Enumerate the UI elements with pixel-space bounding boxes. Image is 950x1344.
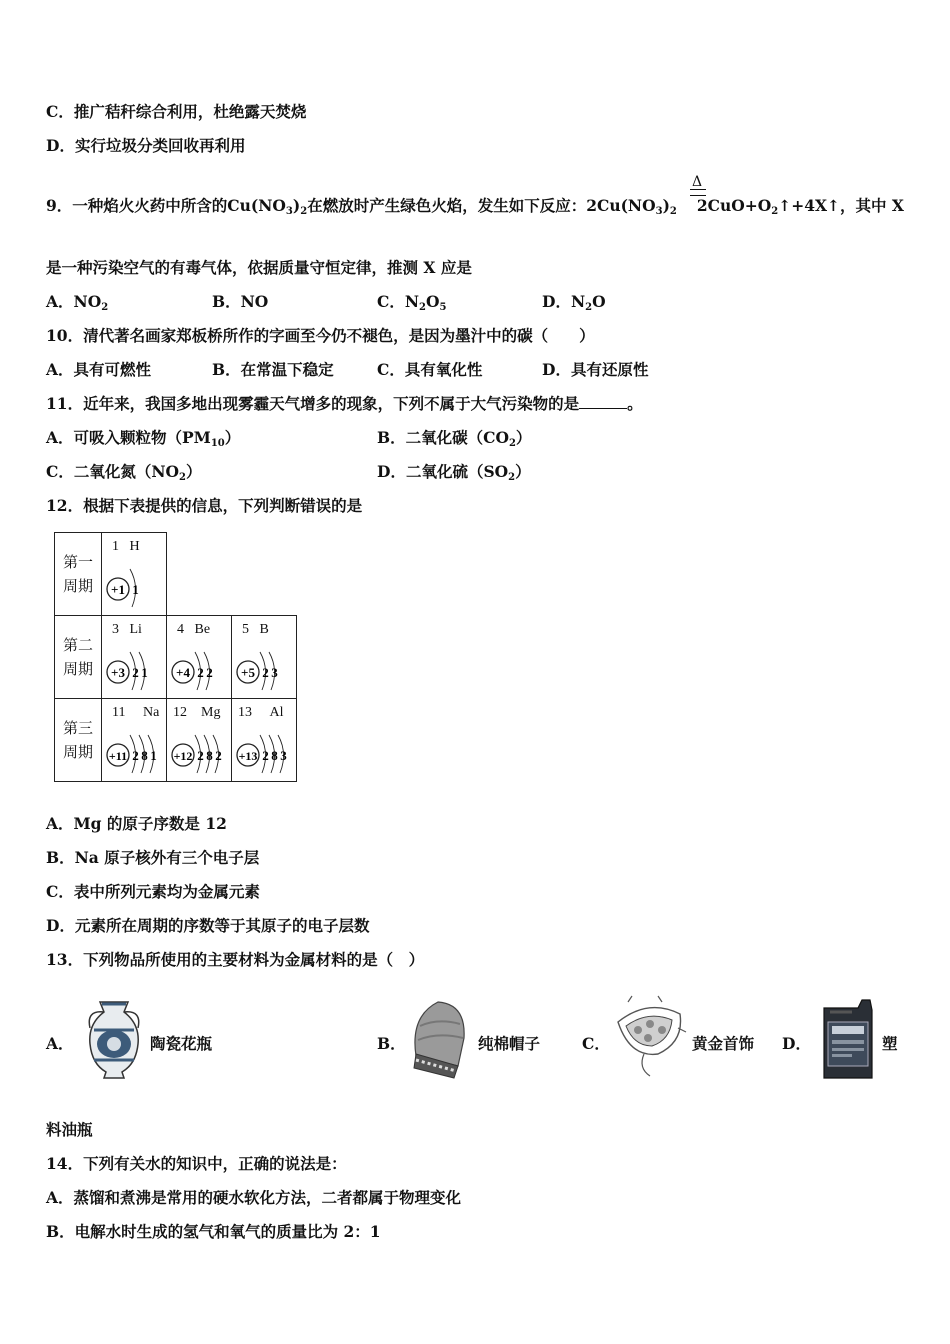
atom-structure-diagram xyxy=(171,727,231,777)
q13-option-c-label: C． xyxy=(582,1034,610,1053)
q12-option-d: D．元素所在周期的序数等于其原子的电子层数 xyxy=(46,916,370,935)
electron-count: 8 xyxy=(271,748,278,763)
period-label: 第一 周期 xyxy=(55,533,102,616)
electron-count: 2 xyxy=(215,748,222,763)
q9-option-c: C．$N_2O_5$ xyxy=(377,292,447,313)
nucleus-charge: +3 xyxy=(111,665,125,680)
atom-structure-diagram xyxy=(106,727,166,777)
nucleus-charge: +5 xyxy=(241,665,255,680)
q13-option-a-label: A． xyxy=(46,1034,74,1053)
electron-count: 1 xyxy=(150,748,157,763)
q9-stem-continued: 是一种污染空气的有毒气体，依据质量守恒定律，推测 X 应是 xyxy=(46,258,472,277)
atom-structure-diagram xyxy=(236,727,296,777)
q12-option-b: B．Na 原子核外有三个电子层 xyxy=(46,848,260,867)
cotton-hat-image xyxy=(408,996,470,1080)
q12-option-a: A．Mg 的原子序数是 12 xyxy=(46,814,227,833)
q13-option-a-text: 陶瓷花瓶 xyxy=(150,1034,213,1053)
atom-diagram-svg xyxy=(171,644,231,694)
electron-count: 2 xyxy=(197,665,204,680)
atom-structure-diagram xyxy=(106,561,166,611)
atom-diagram-svg xyxy=(106,727,166,777)
nucleus-charge: +12 xyxy=(173,749,193,763)
q10-option-d: D．具有还原性 xyxy=(542,360,649,379)
answer-blank xyxy=(579,394,627,409)
q14-option-a: A．蒸馏和煮沸是常用的硬水软化方法，二者都属于物理变化 xyxy=(46,1188,462,1207)
q10-option-c: C．具有氧化性 xyxy=(377,360,483,379)
nucleus-charge: +4 xyxy=(176,665,190,680)
electron-count: 1 xyxy=(132,582,139,597)
nucleus-charge: +13 xyxy=(238,749,258,763)
electron-count: 2 xyxy=(262,748,269,763)
q9-equals-sign xyxy=(690,189,706,196)
q9-stem: 9．一种焰火火药中所含的$Cu(NO_3)_2$在燃放时产生绿色火焰，发生如下反应：$2Cu(NO_3)_2$ $2CuO+O_2↑+4X↑$，其中 X xyxy=(46,196,904,217)
q9-option-d: D．$N_2O$ xyxy=(542,292,606,313)
electron-count: 3 xyxy=(271,665,278,680)
atom-diagram-svg xyxy=(106,561,166,611)
electron-count: 2 xyxy=(206,665,213,680)
element-cell-h: 1 H +1 1 xyxy=(102,533,167,616)
q13-stem: 13．下列物品所使用的主要材料为金属材料的是（ ） xyxy=(46,950,425,969)
q13-option-b-label: B． xyxy=(377,1034,406,1053)
q10-option-b: B．在常温下稳定 xyxy=(212,360,334,379)
atom-structure-diagram xyxy=(171,644,231,694)
q13-option-d-text-continued: 料油瓶 xyxy=(46,1120,93,1139)
plastic-oil-bottle-image xyxy=(818,996,878,1080)
element-cell-mg: 12 Mg +12 2 8 2 xyxy=(167,699,232,782)
atom-structure-diagram xyxy=(106,644,166,694)
element-cell-b: 5 B +5 2 3 xyxy=(232,616,297,699)
period-label: 第三 周期 xyxy=(55,699,102,782)
q8-option-c: C．推广秸秆综合利用，杜绝露天焚烧 xyxy=(46,102,307,121)
electron-count: 2 xyxy=(132,665,139,680)
nucleus-charge: +11 xyxy=(108,749,128,763)
q10-option-a: A．具有可燃性 xyxy=(46,360,152,379)
electron-count: 2 xyxy=(197,748,204,763)
period-label: 第二 周期 xyxy=(55,616,102,699)
element-cell-al: 13 Al +13 2 8 3 xyxy=(232,699,297,782)
q9-option-b: B．NO xyxy=(212,292,269,311)
periodic-table-excerpt xyxy=(54,532,297,782)
electron-count: 2 xyxy=(132,748,139,763)
q10-stem: 10．清代著名画家郑板桥所作的字画至今仍不褪色，是因为墨汁中的碳（ ） xyxy=(46,326,595,345)
ceramic-vase-image xyxy=(82,998,146,1082)
electron-count: 8 xyxy=(206,748,213,763)
atom-structure-diagram xyxy=(236,644,296,694)
element-cell-na: 11 Na +11 2 8 1 xyxy=(102,699,167,782)
q11-option-d: D．二氧化硫$(SO_2)$ xyxy=(377,462,531,483)
q11-option-c: C．二氧化氮$(NO_2)$ xyxy=(46,462,202,483)
q13-option-b-text: 纯棉帽子 xyxy=(478,1034,541,1053)
q11-stem: 11．近年来，我国多地出现雾霾天气增多的现象，下列不属于大气污染物的是 。 xyxy=(46,394,643,413)
q13-option-c-text: 黄金首饰 xyxy=(692,1034,755,1053)
q13-option-d-label: D． xyxy=(782,1034,811,1053)
q11-option-a: A．可吸入颗粒物$(PM_{10})$ xyxy=(46,428,241,449)
q11-option-b: B．二氧化碳$(CO_2)$ xyxy=(377,428,532,449)
electron-count: 1 xyxy=(141,665,148,680)
q13-option-d-text: 塑 xyxy=(882,1034,898,1053)
electron-count: 3 xyxy=(280,748,287,763)
electron-count: 2 xyxy=(262,665,269,680)
atom-diagram-svg xyxy=(236,727,296,777)
nucleus-charge: +1 xyxy=(111,582,125,597)
atom-diagram-svg xyxy=(236,644,296,694)
q12-stem: 12．根据下表提供的信息，下列判断错误的是 xyxy=(46,496,363,515)
element-cell-li: 3 Li +3 2 1 xyxy=(102,616,167,699)
q12-option-c: C．表中所列元素均为金属元素 xyxy=(46,882,260,901)
electron-count: 8 xyxy=(141,748,148,763)
q14-option-b: B．电解水时生成的氢气和氧气的质量比为 2：1 xyxy=(46,1222,381,1241)
q8-option-d: D．实行垃圾分类回收再利用 xyxy=(46,136,246,155)
gold-jewelry-image xyxy=(608,992,688,1078)
q9-option-a: A．$NO_2$ xyxy=(46,292,109,313)
q14-stem: 14．下列有关水的知识中，正确的说法是： xyxy=(46,1154,347,1173)
atom-diagram-svg xyxy=(106,644,166,694)
q9-heat-symbol: Δ xyxy=(692,174,703,190)
element-cell-be: 4 Be +4 2 2 xyxy=(167,616,232,699)
atom-diagram-svg xyxy=(171,727,231,777)
